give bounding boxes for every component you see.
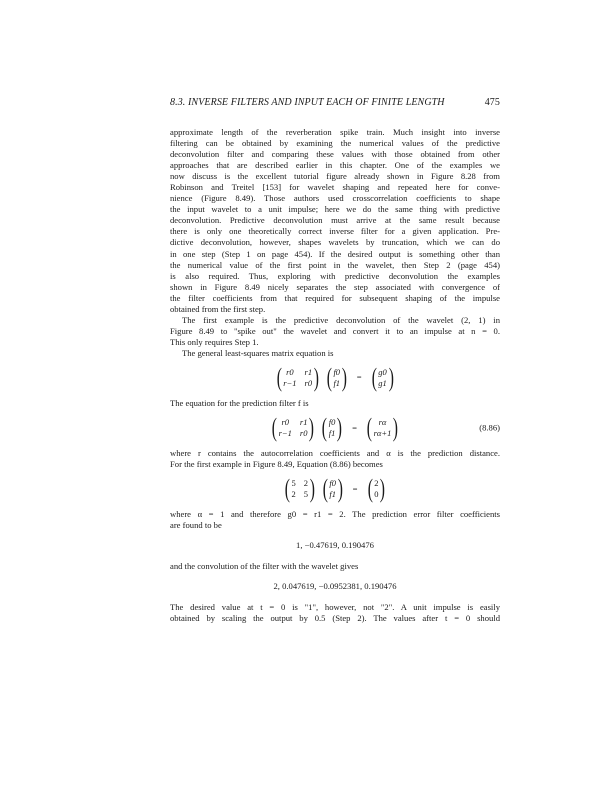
paragraph-1 bbox=[170, 127, 500, 315]
text-line: obtained from the first step. bbox=[170, 303, 266, 314]
text-line: there is only one theoretically correct inverse filter for a given application. Pre- bbox=[170, 226, 500, 237]
body-text bbox=[170, 127, 500, 624]
text-line: where α = 1 and therefore g0 = r1 = 2. The prediction error filter coefficients bbox=[170, 509, 500, 520]
equation-8-86: ( r0 r1 r−1 r0 ) ( f0 f1 ) = ( rα rα+1 ) (8.86) bbox=[271, 413, 500, 443]
paragraph-5 bbox=[170, 602, 500, 624]
text-line: dictive deconvolution, however, shapes wavelets by truncation, which we can do bbox=[170, 237, 500, 248]
matrix-cell: r1 bbox=[299, 417, 308, 428]
matrix-cell: r0 bbox=[281, 417, 290, 428]
vector-cell: f0 bbox=[329, 478, 336, 489]
text-line: Figure 8.49 to "spike out" the wavelet and convert it to an impulse at n = 0. bbox=[170, 325, 500, 336]
vector-cell: f1 bbox=[329, 489, 336, 500]
matrix-cell: r−1 bbox=[283, 377, 297, 388]
text-line: deconvolution filter and comparing these values with those obtained from other bbox=[170, 149, 500, 160]
paragraph-4 bbox=[170, 509, 500, 531]
rhs-cell: g1 bbox=[378, 377, 387, 388]
matrix-intro: The general least-squares matrix equation is bbox=[182, 347, 334, 358]
convolution-intro: and the convolution of the filter with the wavelet gives bbox=[170, 561, 359, 572]
equation-number: (8.86) bbox=[479, 422, 500, 433]
vector-cell: f1 bbox=[333, 377, 341, 388]
equation-general: ( r0 r1 r−1 r0 ) ( f0 f1 ) = ( g0 g1 ) bbox=[276, 362, 394, 392]
text-line: approximate length of the reverberation spike train. Much insight into inverse bbox=[170, 127, 500, 137]
page-number: 475 bbox=[484, 97, 500, 108]
rhs-cell: g0 bbox=[378, 366, 387, 377]
text-line: the numerical value of the first point in the wavelet, then Step 2 (page 454) bbox=[170, 259, 500, 270]
matrix-cell: r1 bbox=[304, 366, 313, 377]
convolution-result: 2, 0.047619, −0.0952381, 0.190476 bbox=[273, 581, 397, 592]
matrix-cell: 5 bbox=[303, 489, 309, 500]
text-line: in one step (Step 1 on page 454). If the desired output is something other than bbox=[170, 248, 500, 259]
matrix-cell: 2 bbox=[303, 478, 309, 489]
text-line: Robinson and Treitel [153] for wavelet shaping and repeated here for conve- bbox=[170, 182, 500, 193]
text-line: is also required. Thus, exploring with predictive deconvolution the examples bbox=[170, 270, 500, 281]
matrix-cell: r−1 bbox=[278, 428, 292, 439]
equation-example: ( 5 2 2 5 ) ( f0 f1 ) = ( 2 0 ) bbox=[284, 474, 386, 504]
text-line: where r contains the autocorrelation coefficients and α is the prediction distance. bbox=[170, 448, 500, 459]
text-line: nience (Figure 8.49). Those authors used crosscorrelation coefficients to shape bbox=[170, 193, 500, 204]
matrix-cell: r0 bbox=[304, 377, 313, 388]
section-title: 8.3. INVERSE FILTERS AND INPUT EACH OF FINITE LENGTH bbox=[170, 97, 445, 108]
text-line: approaches that are described earlier in this chapter. One of the examples we bbox=[170, 160, 500, 171]
matrix-cell: r0 bbox=[286, 366, 294, 377]
matrix-cell: 2 bbox=[291, 489, 296, 500]
running-header bbox=[170, 97, 500, 108]
text-line: are found to be bbox=[170, 520, 222, 531]
rhs-cell: rα+1 bbox=[373, 428, 392, 439]
paragraph-3 bbox=[170, 448, 500, 470]
rhs-cell: 2 bbox=[374, 478, 379, 489]
text-line: The desired value at t = 0 is "1", however, not "2". A unit impulse is easily bbox=[170, 602, 500, 613]
text-line: the input wavelet to a unit impulse; here we do the same thing with predictive bbox=[170, 204, 500, 215]
text-line: now discuss is the excellent tutorial figure already shown in Figure 8.28 from bbox=[170, 171, 500, 182]
text-line: This only requires Step 1. bbox=[170, 336, 259, 347]
text-line: the filter coefficients from that required for subsequent shaping of the impulse bbox=[170, 292, 500, 303]
matrix-cell: 5 bbox=[291, 478, 296, 489]
vector-cell: f0 bbox=[328, 417, 336, 428]
text-line: For the first example in Figure 8.49, Equation (8.86) becomes bbox=[170, 459, 383, 470]
text-line: deconvolution. Predictive deconvolution must arrive at the same result because bbox=[170, 215, 500, 226]
filter-coefficients: 1, −0.47619, 0.190476 bbox=[296, 540, 374, 551]
matrix-cell: r0 bbox=[299, 428, 308, 439]
text-line: filtering can be obtained by examining the numerical values of the predictive bbox=[170, 138, 500, 149]
text-line: The first example is the predictive deconvolution of the wavelet (2, 1) in bbox=[182, 314, 500, 325]
text-line: obtained by scaling the output by 0.5 (Step 2). The values after t = 0 should bbox=[170, 613, 500, 624]
rhs-cell: 0 bbox=[374, 489, 379, 500]
rhs-cell: rα bbox=[378, 417, 387, 428]
vector-cell: f0 bbox=[333, 366, 341, 377]
prediction-intro: The equation for the prediction filter f is bbox=[170, 397, 309, 408]
text-line: shown in Figure 8.49 nicely separates the step associated with convergence of bbox=[170, 281, 500, 292]
paragraph-2 bbox=[170, 315, 500, 359]
vector-cell: f1 bbox=[328, 428, 336, 439]
